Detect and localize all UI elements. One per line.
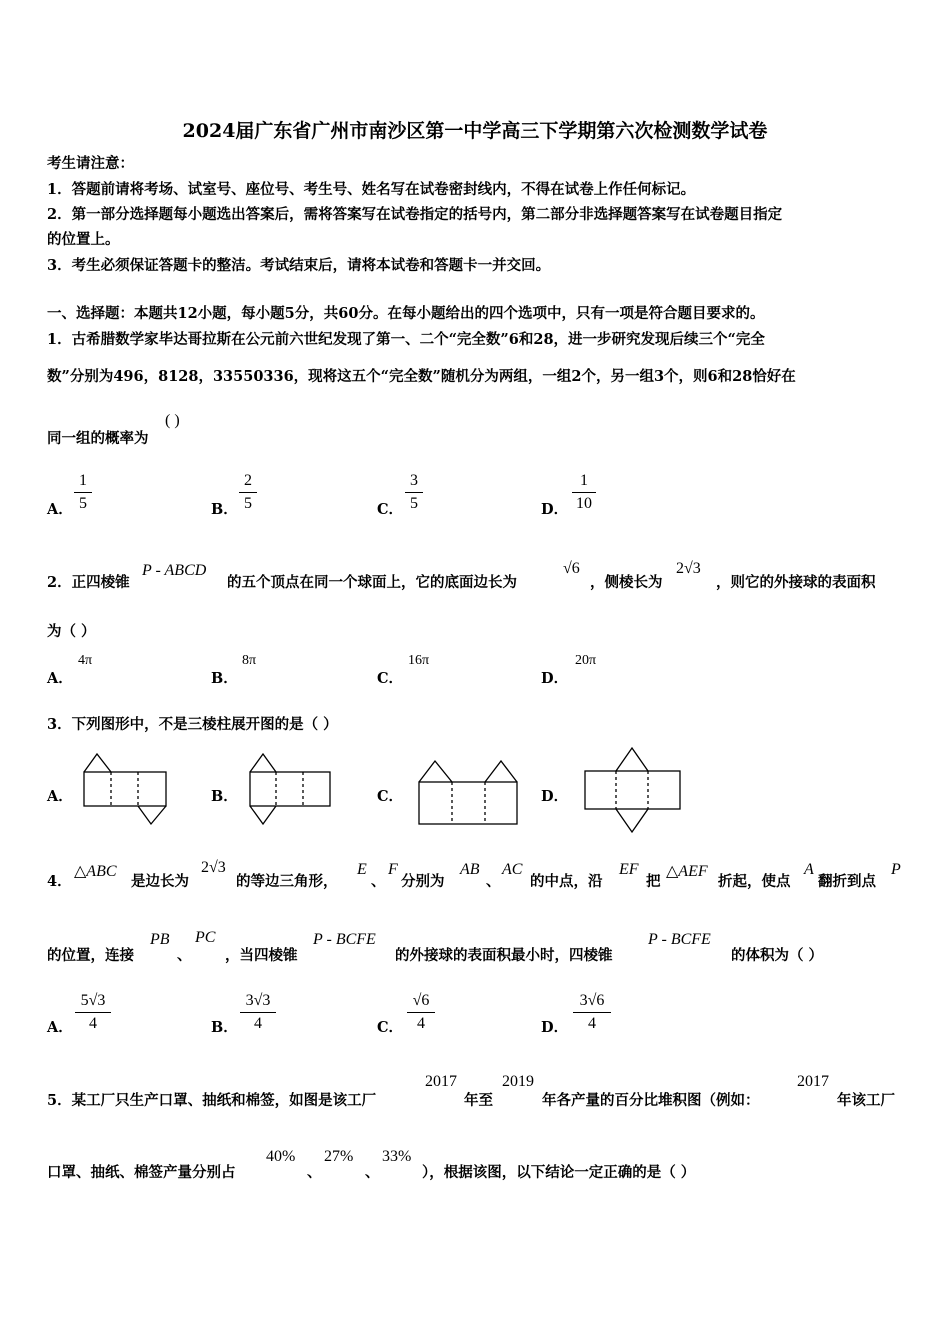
q1-line3: 同一组的概率为: [47, 430, 149, 447]
q2-math-edge: √6: [563, 560, 580, 577]
q1-option-a-fraction: 1 5: [74, 472, 92, 513]
notice-heading: 考生请注意：: [47, 155, 134, 172]
q5-line2-text-1: 口罩、抽纸、棉签产量分别占: [47, 1164, 236, 1181]
q5-year-2017: 2017: [425, 1073, 457, 1090]
notice-item-3: 3．考生必须保证答题卡的整洁。考试结束后，请将本试卷和答题卡一并交回。: [47, 257, 551, 274]
q1-line1: 1．古希腊数学家毕达哥拉斯在公元前六世纪发现了第一、二个“完全数”6和28，进一步研究发现后续三个“完全: [47, 331, 765, 348]
notice-item-2-cont: 的位置上。: [47, 231, 120, 248]
q4-math-pyramid-1: P - BCFE: [313, 931, 376, 948]
q2-option-a-label: A．: [47, 670, 73, 687]
q1-option-b-label: B．: [211, 501, 238, 518]
q4-math-a: A: [804, 861, 814, 878]
q4-num: 4．: [47, 873, 72, 890]
q2-option-a-value: 4π: [78, 653, 93, 668]
q4-text-10: 翻折到点: [818, 873, 876, 890]
q4-option-d-fraction: 3√6 4: [573, 992, 611, 1033]
q4-line2-text-2: 、: [177, 947, 192, 964]
q3-option-d-label: D．: [541, 788, 569, 805]
q4-text-5: 分别为: [401, 873, 445, 890]
q3-option-b-label: B．: [211, 788, 238, 805]
q4-text-7: 的中点，沿: [530, 873, 603, 890]
q5-text-4: 年该工厂: [837, 1092, 895, 1109]
q5-text-2: 年至: [464, 1092, 493, 1109]
section-heading: 一、选择题：本题共12小题，每小题5分，共60分。在每小题给出的四个选项中，只有一项是符合题目要求的。: [47, 305, 765, 322]
q2-option-d-label: D．: [541, 670, 569, 687]
q4-option-c-fraction: √6 4: [407, 992, 435, 1033]
q1-option-c-fraction: 3 5: [405, 472, 423, 513]
q5-text-1: 5．某工厂只生产口罩、抽纸和棉签，如图是该工厂: [47, 1092, 377, 1109]
q3-figure-d: [578, 745, 688, 837]
q2-text-4: ，则它的外接球的表面积: [716, 574, 876, 591]
q1-option-d-label: D．: [541, 501, 569, 518]
q5-line2-text-3: 、: [365, 1164, 380, 1181]
q4-math-p: P: [891, 861, 901, 878]
q5-line2-text-2: 、: [307, 1164, 322, 1181]
q2-option-d-value: 20π: [575, 653, 597, 668]
page-title: 2024届广东省广州市南沙区第一中学高三下学期第六次检测数学试卷: [182, 120, 768, 142]
q4-math-aef: △AEF: [666, 863, 708, 880]
q4-math-f: F: [388, 861, 398, 878]
q2-math-lateral: 2√3: [676, 560, 701, 577]
q4-math-side: 2√3: [201, 859, 226, 876]
q4-line2-text-5: 的体积为（ ）: [731, 947, 824, 964]
q4-math-pb: PB: [150, 931, 170, 948]
q2-math-pyramid: P - ABCD: [142, 562, 207, 579]
q5-year-example: 2017: [797, 1073, 829, 1090]
q4-line2-text-4: 的外接球的表面积最小时，四棱锥: [395, 947, 613, 964]
q3-figure-a: [75, 750, 175, 830]
q4-line2-text-1: 的位置，连接: [47, 947, 134, 964]
q4-option-d-label: D．: [541, 1019, 569, 1036]
notice-item-1: 1．答题前请将考场、试室号、座位号、考生号、姓名写在试卷密封线内，不得在试卷上作任何标记。: [47, 181, 696, 198]
q4-math-pyramid-2: P - BCFE: [648, 931, 711, 948]
q2-option-c-label: C．: [377, 670, 404, 687]
q4-option-a-label: A．: [47, 1019, 73, 1036]
q4-text-8: 把: [646, 873, 661, 890]
q1-option-a-label: A．: [47, 501, 73, 518]
q1-paren: ( ): [165, 412, 180, 429]
q5-text-3: 年各产量的百分比堆积图（例如：: [542, 1092, 760, 1109]
q2-text-1: 2．正四棱锥: [47, 574, 130, 591]
q3-figure-c: [412, 755, 527, 830]
q4-text-6: 、: [486, 873, 501, 890]
q2-option-b-label: B．: [211, 670, 238, 687]
q4-math-ef: EF: [619, 861, 639, 878]
q4-option-b-fraction: 3√3 4: [240, 992, 276, 1033]
q2-line2: 为（ ）: [47, 623, 96, 640]
q4-math-pc: PC: [195, 929, 216, 946]
q2-option-c-value: 16π: [408, 653, 430, 668]
q4-text-3: 的等边三角形，: [236, 873, 338, 890]
q5-line2-text-4: ），根据该图，以下结论一定正确的是（ ）: [422, 1164, 696, 1181]
q5-pct-27: 27%: [324, 1148, 354, 1165]
q1-option-c-label: C．: [377, 501, 404, 518]
q4-math-e: E: [357, 861, 367, 878]
notice-item-2: 2．第一部分选择题每小题选出答案后，需将答案写在试卷指定的括号内，第二部分非选择题答案写在试卷题目指定: [47, 206, 783, 223]
q4-text-9: 折起，使点: [718, 873, 791, 890]
q4-math-ab: AB: [460, 861, 480, 878]
q4-math-ac: AC: [502, 861, 523, 878]
q2-text-3: ，侧棱长为: [590, 574, 663, 591]
q4-option-a-fraction: 5√3 4: [75, 992, 111, 1033]
q1-line2: 数”分别为496，8128，33550336，现将这五个“完全数”随机分为两组，一组2个，另一组3个，则6和28恰好在: [47, 368, 796, 385]
q4-text-2: 是边长为: [131, 873, 189, 890]
q5-pct-33: 33%: [382, 1148, 412, 1165]
q2-option-b-value: 8π: [242, 653, 257, 668]
q3-text: 3．下列图形中，不是三棱柱展开图的是（ ）: [47, 716, 338, 733]
q1-option-d-fraction: 1 10: [572, 472, 596, 513]
q4-option-b-label: B．: [211, 1019, 238, 1036]
q5-year-2019: 2019: [502, 1073, 534, 1090]
q4-math-triangle: △ABC: [74, 863, 117, 880]
q3-figure-b: [242, 750, 342, 830]
q1-option-b-fraction: 2 5: [239, 472, 257, 513]
q2-text-2: 的五个顶点在同一个球面上，它的底面边长为: [227, 574, 517, 591]
q5-pct-40: 40%: [266, 1148, 296, 1165]
q4-line2-text-3: ，当四棱锥: [225, 947, 298, 964]
q3-option-c-label: C．: [377, 788, 404, 805]
q3-option-a-label: A．: [47, 788, 73, 805]
q4-option-c-label: C．: [377, 1019, 404, 1036]
q4-text-4: 、: [371, 873, 386, 890]
